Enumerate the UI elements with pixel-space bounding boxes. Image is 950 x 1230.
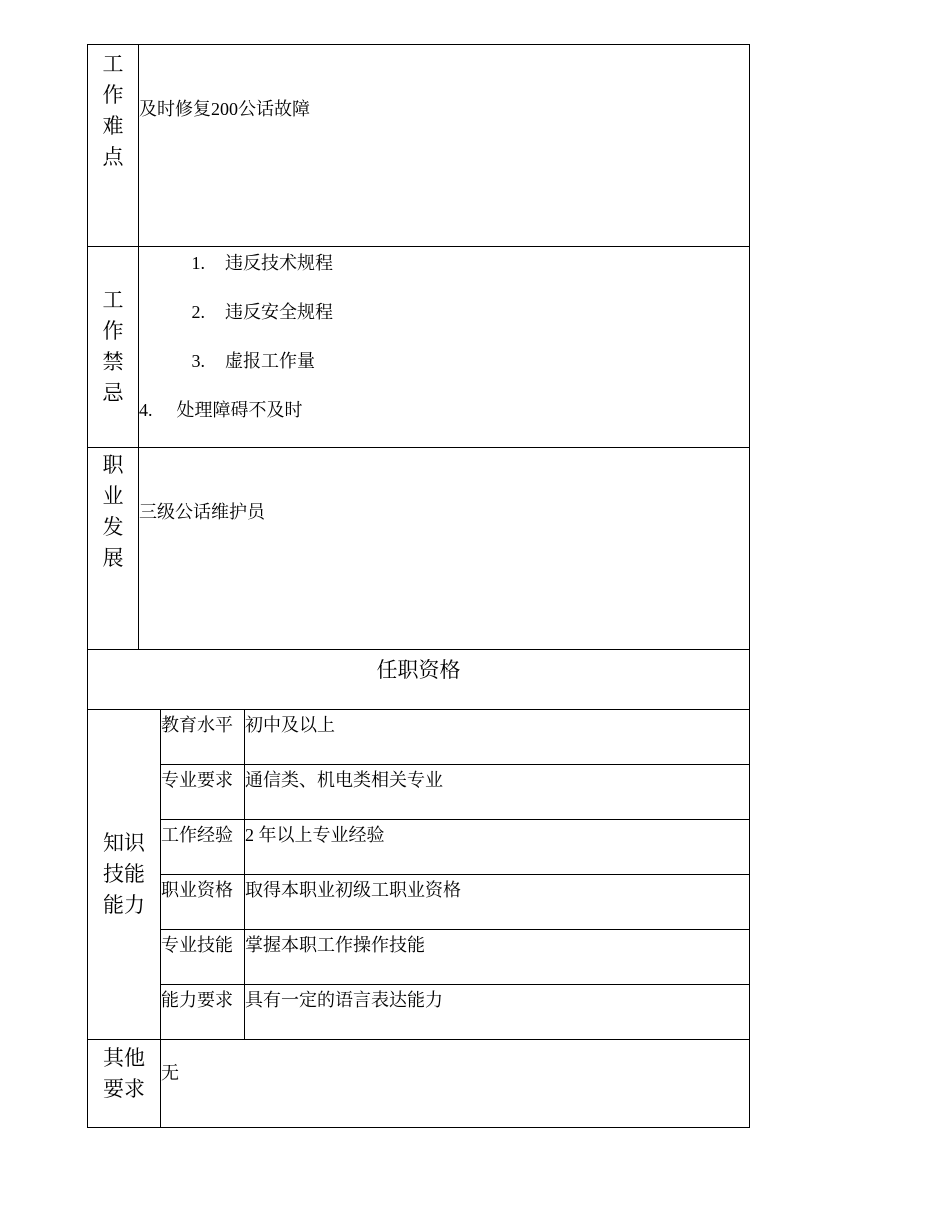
list-item: 2. 违反安全规程 [191,302,333,322]
ksa-label: 知识 技能 能力 [88,709,161,1039]
table-row [88,929,750,984]
other-label: 其他 要求 [88,1039,161,1127]
experience-label: 工作经验 [161,819,245,874]
qualification-table [87,649,750,1128]
experience-value: 2 年以上专业经验 [245,819,750,874]
certification-value: 取得本职业初级工职业资格 [245,874,750,929]
qualification-header-row [88,649,750,709]
skill-label: 专业技能 [161,929,245,984]
skill-value: 掌握本职工作操作技能 [245,929,750,984]
career-content: 三级公话维护员 [139,448,750,650]
career-label: 职 业 发 展 [88,448,139,650]
taboo-row [88,247,750,448]
other-value: 无 [161,1039,750,1127]
table-row [88,709,750,764]
taboo-content [139,247,750,448]
list-item: 3. 虚报工作量 [191,351,315,371]
job-details-table [87,44,750,650]
section-title: 任职资格 [88,649,750,709]
education-value: 初中及以上 [245,709,750,764]
job-description-document [87,44,749,1128]
table-row [88,819,750,874]
career-row [88,448,750,650]
other-row [88,1039,750,1127]
ability-label: 能力要求 [161,984,245,1039]
major-value: 通信类、机电类相关专业 [245,764,750,819]
list-item: 4. 处理障碍不及时 [139,400,303,420]
ability-value: 具有一定的语言表达能力 [245,984,750,1039]
table-row [88,764,750,819]
major-label: 专业要求 [161,764,245,819]
taboo-label: 工 作 禁 忌 [88,247,139,448]
difficulty-row [88,45,750,247]
education-label: 教育水平 [161,709,245,764]
difficulty-content: 及时修复200公话故障 [139,45,750,247]
table-row [88,984,750,1039]
difficulty-label: 工 作 难 点 [88,45,139,247]
taboo-list [139,247,749,447]
list-item: 1. 违反技术规程 [191,253,333,273]
certification-label: 职业资格 [161,874,245,929]
table-row [88,874,750,929]
